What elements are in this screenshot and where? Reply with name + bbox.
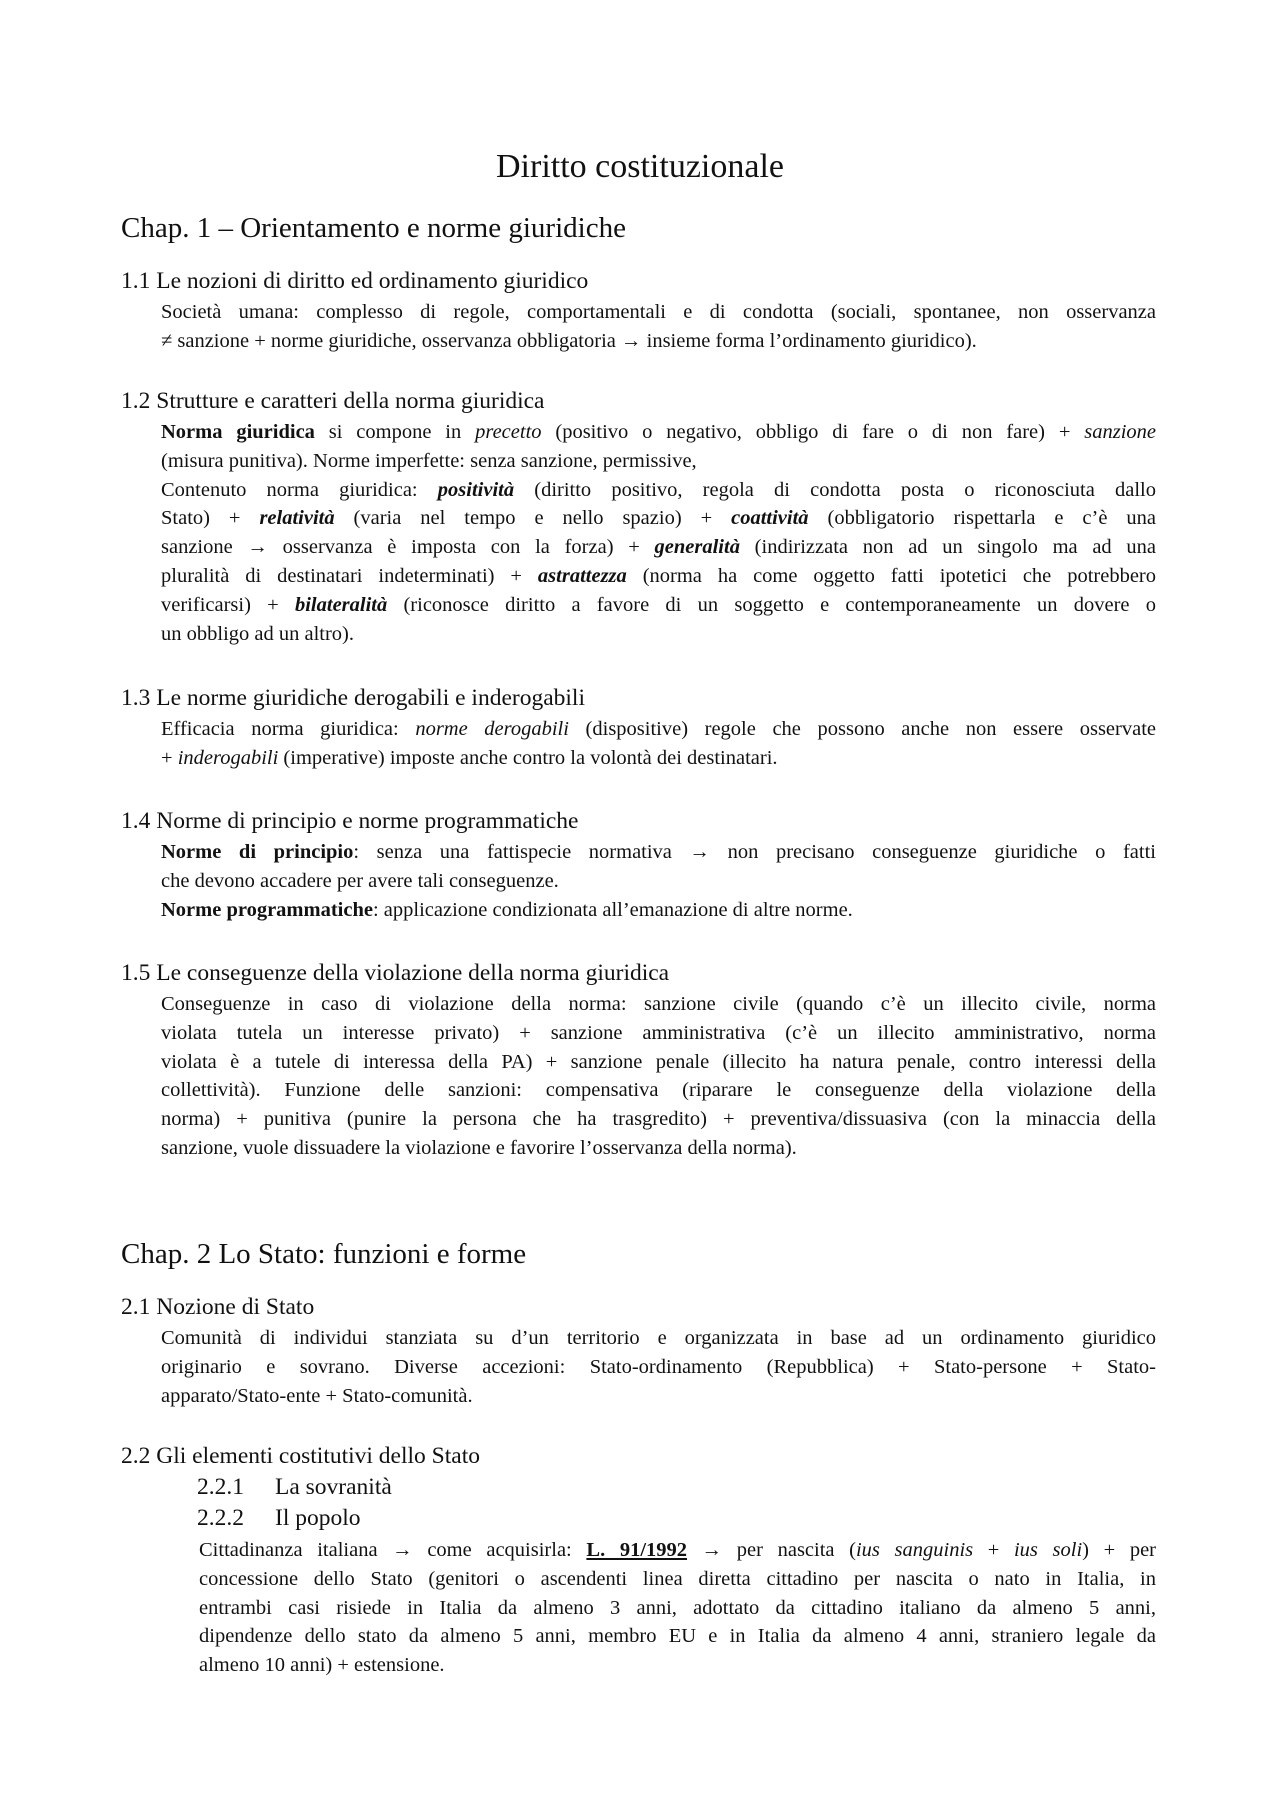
paragraph-line: verificarsi) + bilateralità (riconosce diritto a favore di un soggetto e contemporaneamente un dovere o <box>161 593 1156 616</box>
term-ius-sanguinis: ius sanguinis <box>855 1539 974 1561</box>
paragraph-line: un obbligo ad un altro). <box>161 622 355 645</box>
term-norme-derogabili: norme derogabili <box>415 718 569 740</box>
paragraph-line: Stato) + relatività (varia nel tempo e nello spazio) + coattività (obbligatorio rispettarla e c’è una <box>161 507 1157 530</box>
term-precetto: precetto <box>475 421 542 443</box>
paragraph-line: sanzione, vuole dissuadere la violazione e favorire l’osservanza della norma). <box>161 1136 797 1159</box>
paragraph-line: collettività). Funzione delle sanzioni: compensativa (riparare le conseguenze della violazione della <box>161 1079 1156 1102</box>
term-coattivita: coattività <box>731 507 809 530</box>
subsection-2-2-1-heading: 2.2.1 La sovranità <box>197 1474 392 1500</box>
term-bilateralita: bilateralità <box>294 593 388 616</box>
section-2-1-body <box>161 1324 1156 1410</box>
paragraph-line: violata è a tutele di interessa della PA) + sanzione penale (illecito ha natura penale, contro interessi della <box>161 1050 1156 1073</box>
document-title: Diritto costituzionale <box>496 148 784 185</box>
section-1-4-heading: 1.4 Norme di principio e norme programmatiche <box>121 808 579 834</box>
paragraph-line: ≠ sanzione + norme giuridiche, osservanza obbligatoria → insieme forma l’ordinamento giuridico). <box>161 329 977 352</box>
term-positivita: positività <box>437 478 515 501</box>
subsection-2-2-2-body <box>199 1536 1156 1680</box>
term-sanzione: sanzione <box>1084 421 1156 443</box>
term-generalita: generalità <box>654 536 740 559</box>
section-1-5-heading: 1.5 Le conseguenze della violazione della norma giuridica <box>121 960 670 986</box>
paragraph-line: (misura punitiva). Norme imperfette: senza sanzione, permissive, <box>161 449 697 472</box>
paragraph-line: + inderogabili (imperative) imposte anche contro la volontà dei destinatari. <box>161 746 778 769</box>
paragraph-line: Cittadinanza italiana → come acquisirla: L. 91/1992 → per nascita (ius sanguinis + ius soli) + per <box>199 1539 1157 1561</box>
term-norme-programmatiche: Norme programmatiche <box>161 898 373 921</box>
section-1-4-body <box>161 838 1156 924</box>
term-relativita: relatività <box>259 507 335 530</box>
term-norme-di-principio: Norme di principio <box>161 841 354 863</box>
paragraph-line: norma) + punitiva (punire la persona che ha trasgredito) + preventiva/dissuasiva (con la minaccia della <box>161 1108 1156 1131</box>
paragraph-line: entrambi casi risiede in Italia da almeno 3 anni, adottato da cittadino italiano da almeno 5 anni, <box>199 1596 1156 1619</box>
paragraph-line: dipendenze dello stato da almeno 5 anni, membro EU e in Italia da almeno 4 anni, straniero legale da <box>199 1625 1156 1648</box>
paragraph-line: almeno 10 anni) + estensione. <box>199 1654 445 1677</box>
paragraph-line: concessione dello Stato (genitori o ascendenti linea diretta cittadino per nascita o nato in Italia, in <box>199 1567 1156 1590</box>
paragraph-line: Comunità di individui stanziata su d’un territorio e organizzata in base ad un ordinamento giuridico <box>161 1327 1156 1349</box>
term-norma-giuridica: Norma giuridica <box>161 421 315 443</box>
paragraph-line: violata tutela un interesse privato) + sanzione amministrativa (c’è un illecito amministrativo, norma <box>161 1021 1156 1044</box>
term-inderogabili: inderogabili <box>177 746 279 769</box>
paragraph-line: Società umana: complesso di regole, comportamentali e di condotta (sociali, spontanee, non osservanza <box>161 301 1156 323</box>
term-astrattezza: astrattezza <box>537 564 627 587</box>
chapter-1-heading: Chap. 1 – Orientamento e norme giuridiche <box>121 212 626 244</box>
section-1-5-body <box>161 990 1156 1163</box>
term-ius-soli: ius soli <box>1013 1539 1083 1561</box>
paragraph-line: Norma giuridica si compone in precetto (positivo o negativo, obbligo di fare o di non fare) + sanzione <box>161 421 1156 443</box>
law-reference: L. 91/1992 <box>586 1539 688 1561</box>
paragraph-line: Efficacia norma giuridica: norme derogabili (dispositive) regole che possono anche non essere osservate <box>161 718 1156 740</box>
paragraph-line: che devono accadere per avere tali conseguenze. <box>161 869 559 892</box>
paragraph-line: Norme programmatiche: applicazione condizionata all’emanazione di altre norme. <box>161 898 853 921</box>
section-2-2-heading: 2.2 Gli elementi costitutivi dello Stato <box>121 1443 480 1469</box>
section-1-1-body <box>161 298 1156 356</box>
section-1-1-heading: 1.1 Le nozioni di diritto ed ordinamento giuridico <box>121 268 589 294</box>
section-1-2-body <box>161 418 1156 648</box>
section-2-1-heading: 2.1 Nozione di Stato <box>121 1294 315 1320</box>
paragraph-line: Contenuto norma giuridica: positività (diritto positivo, regola di condotta posta o riconosciuta dallo <box>161 478 1156 501</box>
paragraph-line: Conseguenze in caso di violazione della norma: sanzione civile (quando c’è un illecito civile, norma <box>161 993 1156 1015</box>
chapter-2-heading: Chap. 2 Lo Stato: funzioni e forme <box>121 1238 527 1270</box>
section-1-3-body <box>161 715 1156 773</box>
subsection-2-2-2-heading: 2.2.2 Il popolo <box>197 1505 361 1531</box>
paragraph-line: sanzione → osservanza è imposta con la forza) + generalità (indirizzata non ad un singolo ma ad una <box>161 536 1157 559</box>
section-1-3-heading: 1.3 Le norme giuridiche derogabili e inderogabili <box>121 685 585 711</box>
section-1-2-heading: 1.2 Strutture e caratteri della norma giuridica <box>121 388 545 414</box>
paragraph-line: apparato/Stato-ente + Stato-comunità. <box>161 1384 473 1407</box>
paragraph-line: Norme di principio: senza una fattispecie normativa → non precisano conseguenze giuridiche o fatti <box>161 841 1156 863</box>
paragraph-line: pluralità di destinatari indeterminati) + astrattezza (norma ha come oggetto fatti ipotetici che potrebbero <box>161 564 1156 587</box>
paragraph-line: originario e sovrano. Diverse accezioni: Stato-ordinamento (Repubblica) + Stato-persone + Stato- <box>161 1355 1156 1378</box>
